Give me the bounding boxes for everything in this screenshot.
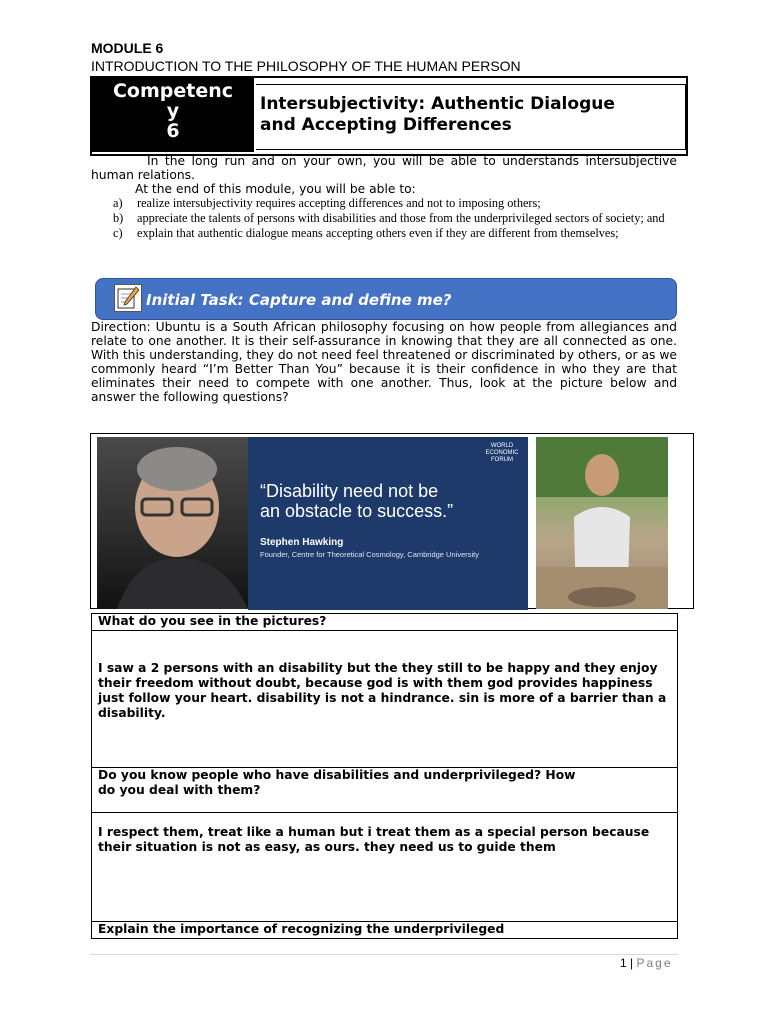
quote-text: “Disability need not be an obstacle to success.” [260,481,454,521]
objective-item: c) explain that authentic dialogue means accepting others even if they are different from themselves; [113,226,619,240]
objectives-list [113,196,673,241]
module-title: MODULE 6 [91,40,164,56]
page-separator: | [630,956,634,970]
nick-photo [536,437,668,609]
direction-paragraph: Direction: Ubuntu is a South African philosophy focusing on how people from allegiances and relate to one another. It is their self-assurance in knowing that they are all connected as one. With this understanding, they do not need feel threatened or discriminated by others, or as we commonly heard “I’m Better Than You” because it is their confidence in who they are that eliminates their need to compete with one another. Thus, look at the picture below and answer the following questions? [91,320,677,404]
quote-author-role: Founder, Centre for Theoretical Cosmology, Cambridge University [260,550,479,559]
question-3: Explain the importance of recognizing the underprivileged [92,922,678,939]
page-label: Page [636,956,673,970]
competency-line-1: Competenc [112,80,234,102]
objective-item: a) realize intersubjectivity requires accepting differences and not to imposing others; [113,196,541,210]
lesson-title-line-1: Intersubjectivity: Authentic Dialogue [260,94,615,114]
lesson-title [260,94,686,136]
question-2: Do you know people who have disabilities and underprivileged? How do you deal with them? [92,768,678,813]
objectives-lead: At the end of this module, you will be able to: [135,182,416,196]
question-1: What do you see in the pictures? [92,614,678,631]
page-footer [620,956,673,970]
lesson-title-line-2: and Accepting Differences [260,115,512,135]
objective-item: b) appreciate the talents of persons with disabilities and those from the underprivileged sectors of society; and [113,211,665,225]
task-title: Initial Task: Capture and define me? [146,291,452,309]
intro-paragraph: In the long run and on your own, you will be able to understands intersubjective human relations. [91,154,677,182]
competency-line-3: 6 [166,120,180,142]
wef-logo: WORLD ECONOMIC FORUM [485,443,519,463]
competency-line-2: y [166,100,180,122]
footer-divider [90,954,678,955]
course-title: INTRODUCTION TO THE PHILOSOPHY OF THE HUMAN PERSON [91,58,521,74]
quote-author: Stephen Hawking [260,537,344,548]
hawking-photo [97,437,248,609]
pencil-notepad-icon [114,284,142,312]
page-number: 1 [620,956,627,970]
competency-badge [92,78,254,152]
answer-2[interactable]: I respect them, treat like a human but i treat them as a special person because their situation is not as easy, as ours. they need us to guide them [92,813,678,922]
qa-table [91,613,678,939]
answer-1[interactable]: I saw a 2 persons with an disability but the they still to be happy and they enjoy their freedom without doubt, because god is with them god provides happiness just follow your heart. disability is not a hindrance. sin is more of a barrier than a disability. [92,631,678,768]
